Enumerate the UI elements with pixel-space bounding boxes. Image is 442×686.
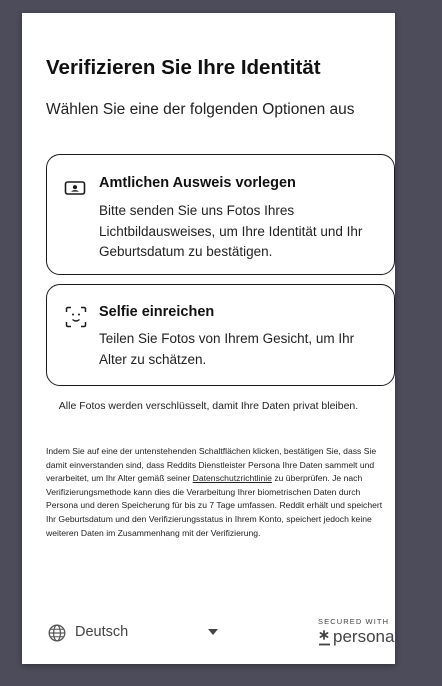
consent-text [46,445,386,540]
language-label: Deutsch [75,624,129,640]
page-subtitle: Wählen Sie eine der folgenden Optionen aus [46,101,355,118]
persona-badge [315,617,405,653]
privacy-policy-link[interactable]: Datenschutzrichtlinie [192,473,272,484]
option-government-id-description: Bitte senden Sie uns Fotos Ihres Lichtbildausweises, um Ihre Identität und Ihr Geburtsdatum zu bestätigen. [99,203,363,259]
consent-text-part: zu überprüfen. Je nach Verifizierungsmethode kann dies die Verarbeitung Ihrer biometrischen Daten durch Persona und deren Speicherung für bis zu 7 Tage umfassen. Reddit erhält und speichert Ihr Geburtsdatum und den Verifizierungsstatus in Ihrem Konto, speichert jedoch keine weiteren Daten im Zusammenhang mit der Verifizierung. [46,473,383,538]
persona-wordmark: persona [333,627,395,646]
option-government-id-button[interactable] [46,154,395,275]
caret-down-icon [208,629,218,635]
option-selfie-button[interactable] [46,284,395,386]
secured-with-label: SECURED WITH [318,617,390,626]
language-selector[interactable] [46,621,226,647]
persona-logo-icon [318,629,332,647]
option-selfie-description: Teilen Sie Fotos von Ihrem Gesicht, um Ihr Alter zu schätzen. [99,331,355,367]
consent-text-part: Indem Sie auf eine der untenstehenden Schaltflächen klicken, bestätigen Sie, dass Sie damit einverstanden sind, dass Reddits Dienstleister Persona Ihre Daten sammelt und verarbeitet, um Ihr Alter gemäß seiner [46,446,377,484]
option-government-id-title: Amtlichen Ausweis vorlegen [99,175,296,191]
option-selfie-title: Selfie einreichen [99,304,215,320]
encryption-note: Alle Fotos werden verschlüsselt, damit Ihre Daten privat bleiben. [58,400,359,412]
verification-dialog [22,13,395,664]
id-card-icon [64,179,86,197]
globe-icon [48,624,66,642]
face-scan-icon [65,306,87,328]
page-title: Verifizieren Sie Ihre Identität [46,56,321,79]
